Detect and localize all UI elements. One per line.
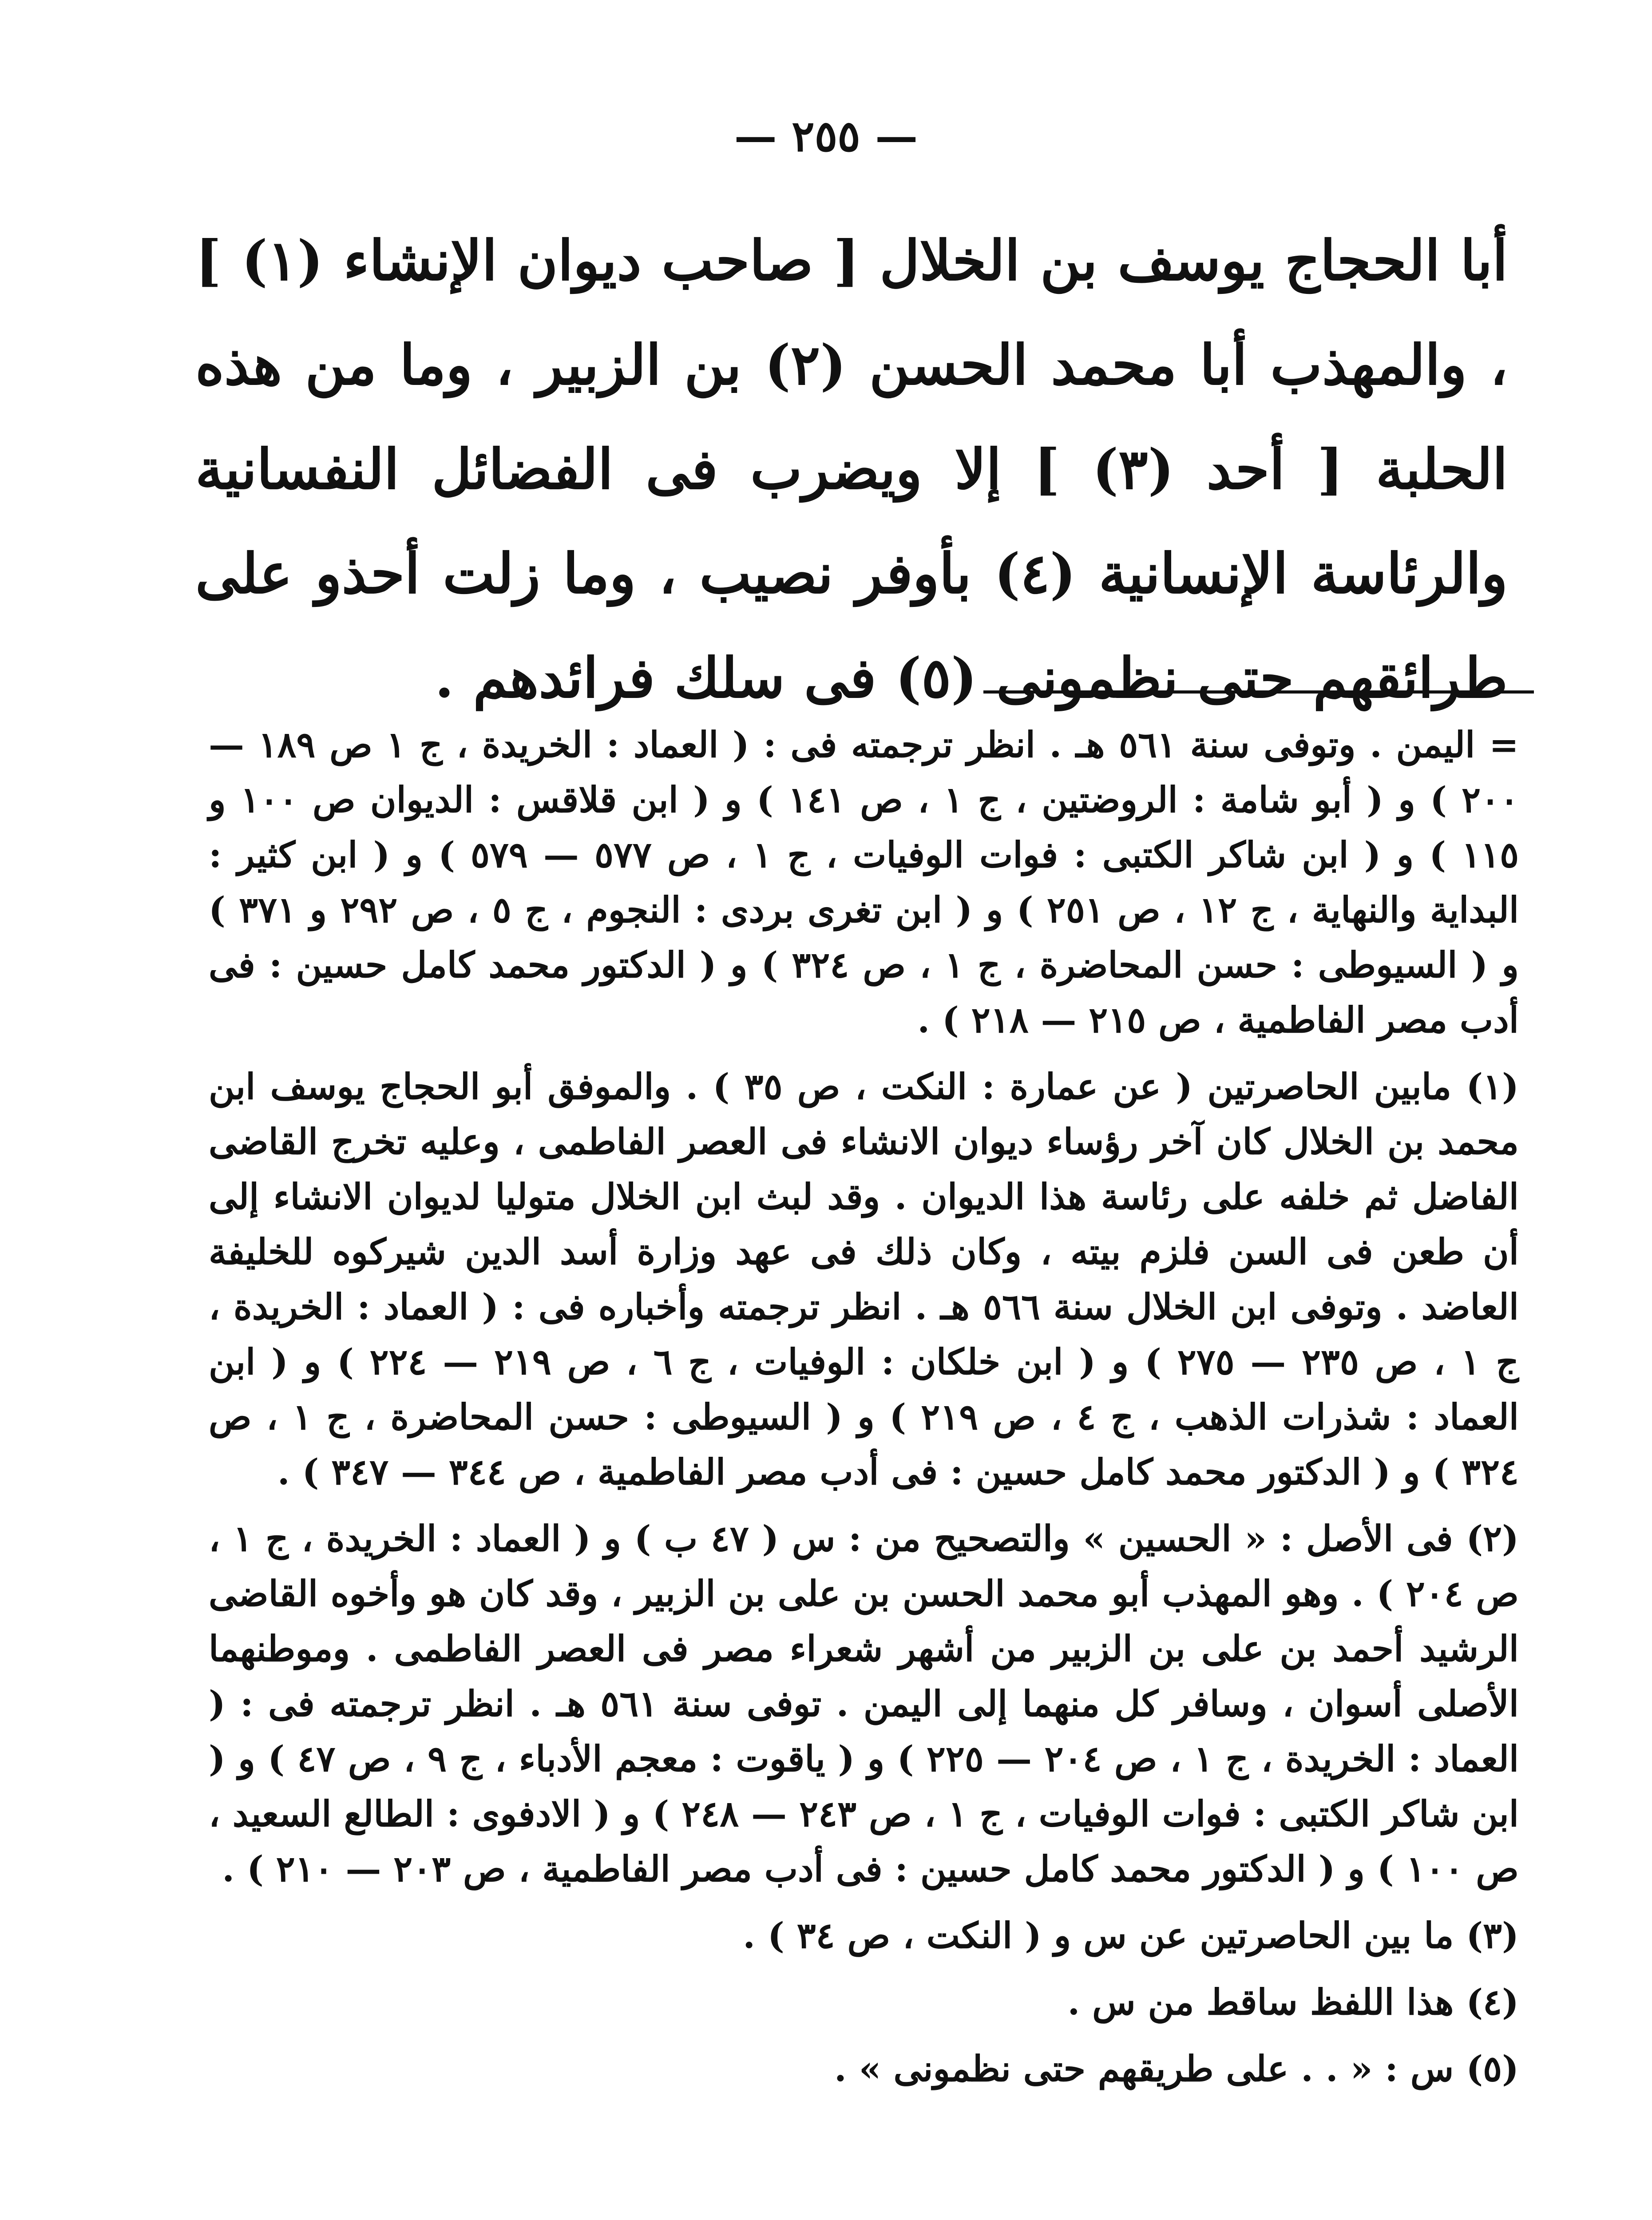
- footnote-2: (٢) فى الأصل : « الحسين » والتصحيح من : س ( ٤٧ ب ) و ( العماد : الخريدة ، ج ١ ، ص ٢٠٤ ) . وهو المهذب أبو محمد الحسن بن على بن الزبير ، وقد كان هو وأخوه القاضى الرشيد أحمد بن على بن الزبير من أشهر شعراء مصر فى العصر الفاطمى . وموطنهما الأصلى أسوان ، وسافر كل منهما إلى اليمن . توفى سنة ٥٦١ هـ . انظر ترجمته فى : ( العماد : الخريدة ، ج ١ ، ص ٢٠٤ — ٢٢٥ ) و ( ياقوت : معجم الأدباء ، ج ٩ ، ص ٤٧ ) و ( ابن شاكر الكتبى : فوات الوفيات ، ج ١ ، ص ٢٤٣ — ٢٤٨ ) و ( الادفوى : الطالع السعيد ، ص ١٠٠ ) و ( الدكتور محمد كامل حسين : فى أدب مصر الفاطمية ، ص ٢٠٣ — ٢١٠ ) .: [209, 1518, 1519, 1890]
- page-number: — ٢٥٥ —: [734, 111, 918, 161]
- footnote-4: (٤) هذا اللفظ ساقط من س .: [1067, 1981, 1519, 2023]
- footnotes-section: [209, 717, 1519, 2108]
- footnote-1: (١) مابين الحاصرتين ( عن عمارة : النكت ، ص ٣٥ ) . والموفق أبو الحجاج يوسف ابن محمد بن الخلال كان آخر رؤساء ديوان الانشاء فى العصر الفاطمى ، وعليه تخرج القاضى الفاضل ثم خلفه على رئاسة هذا الديوان . وقد لبث ابن الخلال متوليا لديوان الانشاء إلى أن طعن فى السن فلزم بيته ، وكان ذلك فى عهد وزارة أسد الدين شيركوه للخليفة العاضد . وتوفى ابن الخلال سنة ٥٦٦ هـ . انظر ترجمته وأخباره فى : ( العماد : الخريدة ، ج ١ ، ص ٢٣٥ — ٢٧٥ ) و ( ابن خلكان : الوفيات ، ج ٦ ، ص ٢١٩ — ٢٢٤ ) و ( ابن العماد : شذرات الذهب ، ج ٤ ، ص ٢١٩ ) و ( السيوطى : حسن المحاضرة ، ج ١ ، ص ٣٢٤ ) و ( الدكتور محمد كامل حسين : فى أدب مصر الفاطمية ، ص ٣٤٤ — ٣٤٧ ) .: [209, 1066, 1519, 1493]
- footnote-separator: [983, 690, 1534, 694]
- footnote-5: (٥) س : « . . على طريقهم حتى نظمونى » .: [834, 2048, 1519, 2089]
- main-body-text: [195, 209, 1508, 730]
- main-paragraph: أبا الحجاج يوسف بن الخلال [ صاحب ديوان الإنشاء (١) ] ، والمهذب أبا محمد الحسن (٢) بن الزبير ، وما من هذه الحلبة [ أحد (٣) ] إلا ويضرب فى الفضائل النفسانية والرئاسة الإنسانية (٤) بأوفر نصيب ، وما زلت أحذو على طرائقهم حتى نظمونى (٥) فى سلك فرائدهم .: [195, 229, 1508, 710]
- footnote-continuation: = اليمن . وتوفى سنة ٥٦١ هـ . انظر ترجمته فى : ( العماد : الخريدة ، ج ١ ص ١٨٩ — ٢٠٠ ) و ( أبو شامة : الروضتين ، ج ١ ، ص ١٤١ ) و ( ابن قلاقس : الديوان ص ١٠٠ و ١١٥ ) و ( ابن شاكر الكتبى : فوات الوفيات ، ج ١ ، ص ٥٧٧ — ٥٧٩ ) و ( ابن كثير : البداية والنهاية ، ج ١٢ ، ص ٢٥١ ) و ( ابن تغرى بردى : النجوم ، ج ٥ ، ص ٢٩٢ و ٣٧١ ) و ( السيوطى : حسن المحاضرة ، ج ١ ، ص ٣٢٤ ) و ( الدكتور محمد كامل حسين : فى أدب مصر الفاطمية ، ص ٢١٥ — ٢١٨ ) .: [209, 724, 1519, 1041]
- footnote-3: (٣) ما بين الحاصرتين عن س و ( النكت ، ص ٣٤ ) .: [743, 1915, 1519, 1956]
